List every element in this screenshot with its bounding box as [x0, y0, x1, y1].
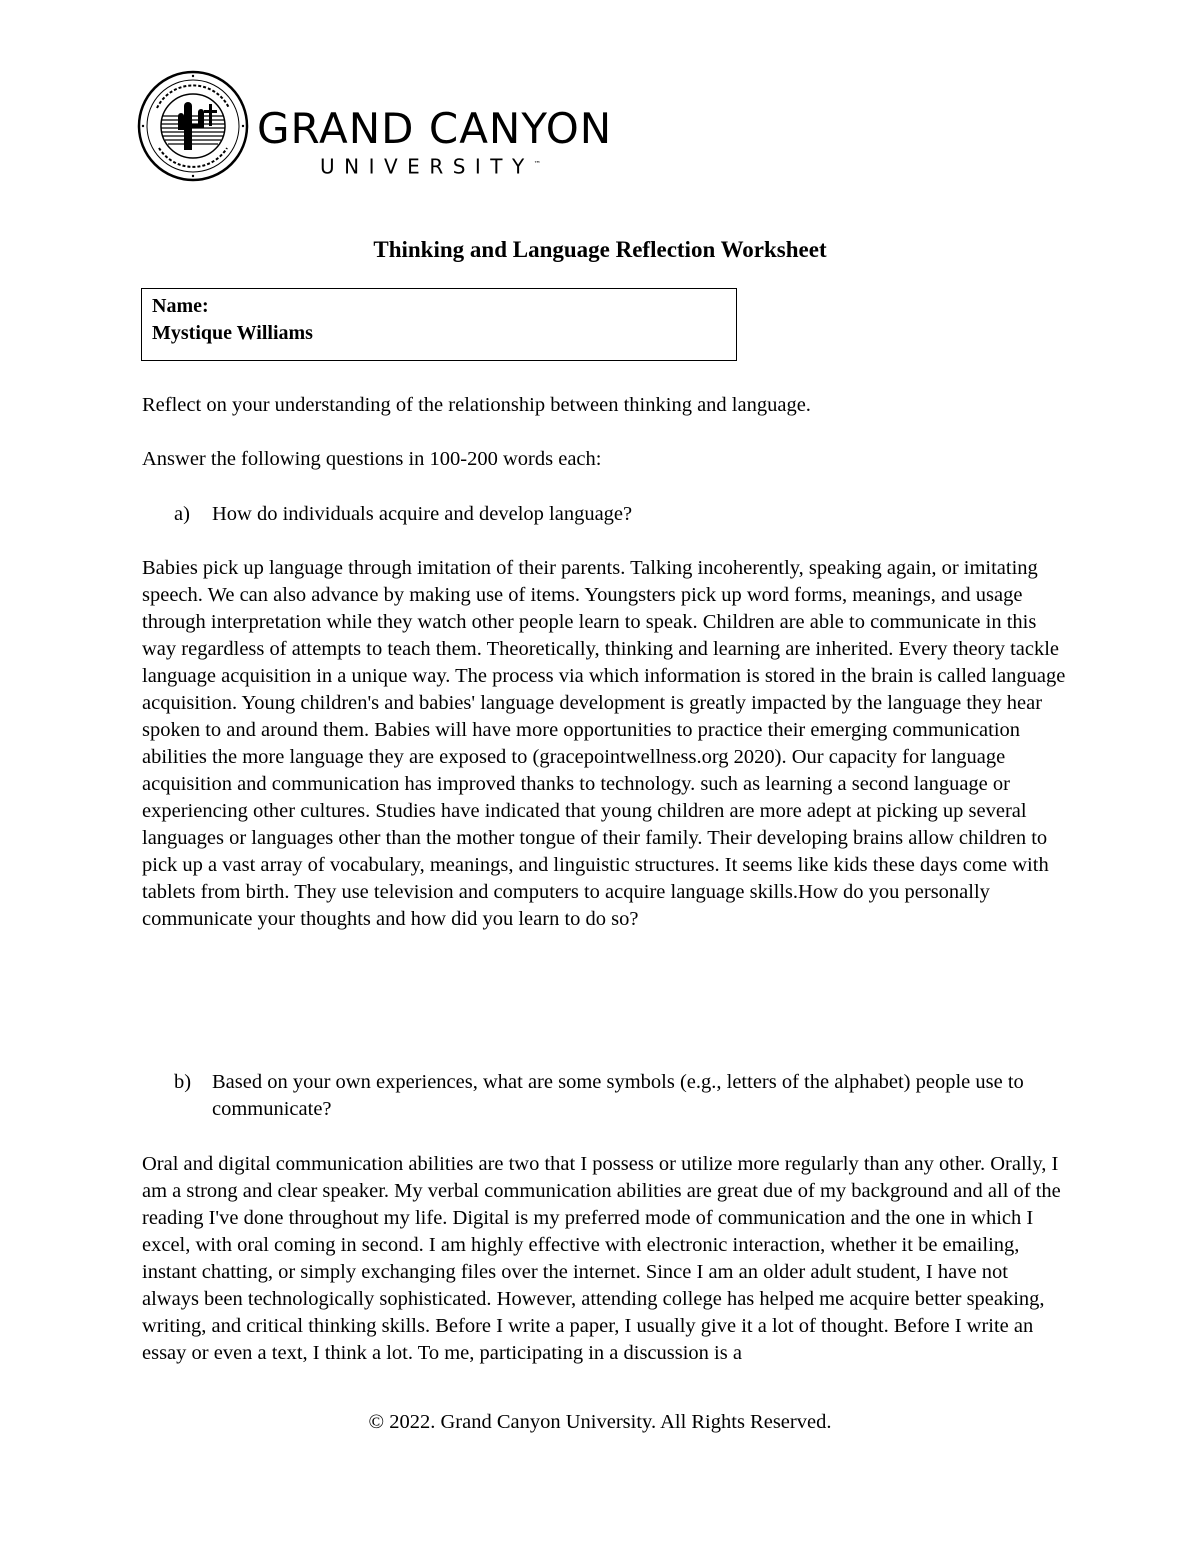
university-logo — [137, 70, 627, 182]
trademark-symbol: ™ — [533, 160, 541, 168]
university-seal-icon — [137, 70, 249, 182]
question-a-text: How do individuals acquire and develop language? — [212, 503, 633, 525]
copyright-footer: © 2022. Grand Canyon University. All Rights Reserved. — [368, 1411, 832, 1433]
page-title: Thinking and Language Reflection Worksheet — [373, 237, 827, 262]
name-label: Name: — [152, 295, 209, 317]
question-b — [174, 1069, 1074, 1123]
answer-b: Oral and digital communication abilities are two that I possess or utilize more regularly than any other. Orally, I am a strong and clear speaker. My verbal communication abilities are great due of my background and all of the reading I've done throughout my life. Digital is my preferred mode of communication and the one in which I excel, with oral coming in second. I am highly effective with electronic interaction, whether it be emailing, instant chatting, or simply exchanging files over the internet. Since I am an older adult student, I have not always been technologically sophisticated. However, attending college has helped me acquire better speaking, writing, and critical thinking skills. Before I write a paper, I usually give it a lot of thought. Before I write an essay or even a text, I think a lot. To me, participating in a discussion is a — [142, 1153, 1061, 1364]
university-name-line2 — [320, 152, 541, 179]
name-box — [141, 288, 737, 361]
question-b-letter: b) — [174, 1071, 192, 1093]
answer-a: Babies pick up language through imitation of their parents. Talking incoherently, speaking again, or imitating speech. We can also advance by making use of items. Youngsters pick up word forms, meanings, and usage through interpretation while they watch other people learn to speak. Children are able to communicate in this way regardless of attempts to teach them. Theoretically, thinking and learning are inherited. Every theory tackle language acquisition in a unique way. The process via which information is stored in the brain is called language acquisition. Young children's and babies' language development is greatly impacted by the language they hear spoken to and around them. Babies will have more opportunities to practice their emerging communication abilities the more language they are exposed to (gracepointwellness.org 2020). Our capacity for language acquisition and communication has improved thanks to technology. such as learning a second language or experiencing other cultures. Studies have indicated that young children are more adept at picking up several languages or languages other than the mother tongue of their family. Their developing brains allow children to pick up a vast array of vocabulary, meanings, and linguistic structures. It seems like kids these days come with tablets from birth. They use television and computers to acquire language skills.How do you personally communicate your thoughts and how did you learn to do so? — [142, 557, 1066, 930]
question-a-letter: a) — [174, 503, 190, 525]
university-name-line2-text: UNIVERSITY — [320, 154, 534, 179]
university-name-line1: GRAND CANYON — [257, 104, 613, 153]
question-b-text: Based on your own experiences, what are some symbols (e.g., letters of the alphabet) people use to communicate? — [212, 1071, 1024, 1120]
intro-text: Reflect on your understanding of the relationship between thinking and language. — [142, 394, 811, 416]
question-a — [174, 501, 1074, 528]
name-value: Mystique Williams — [152, 322, 313, 344]
instructions-text: Answer the following questions in 100-200 words each: — [142, 448, 602, 470]
